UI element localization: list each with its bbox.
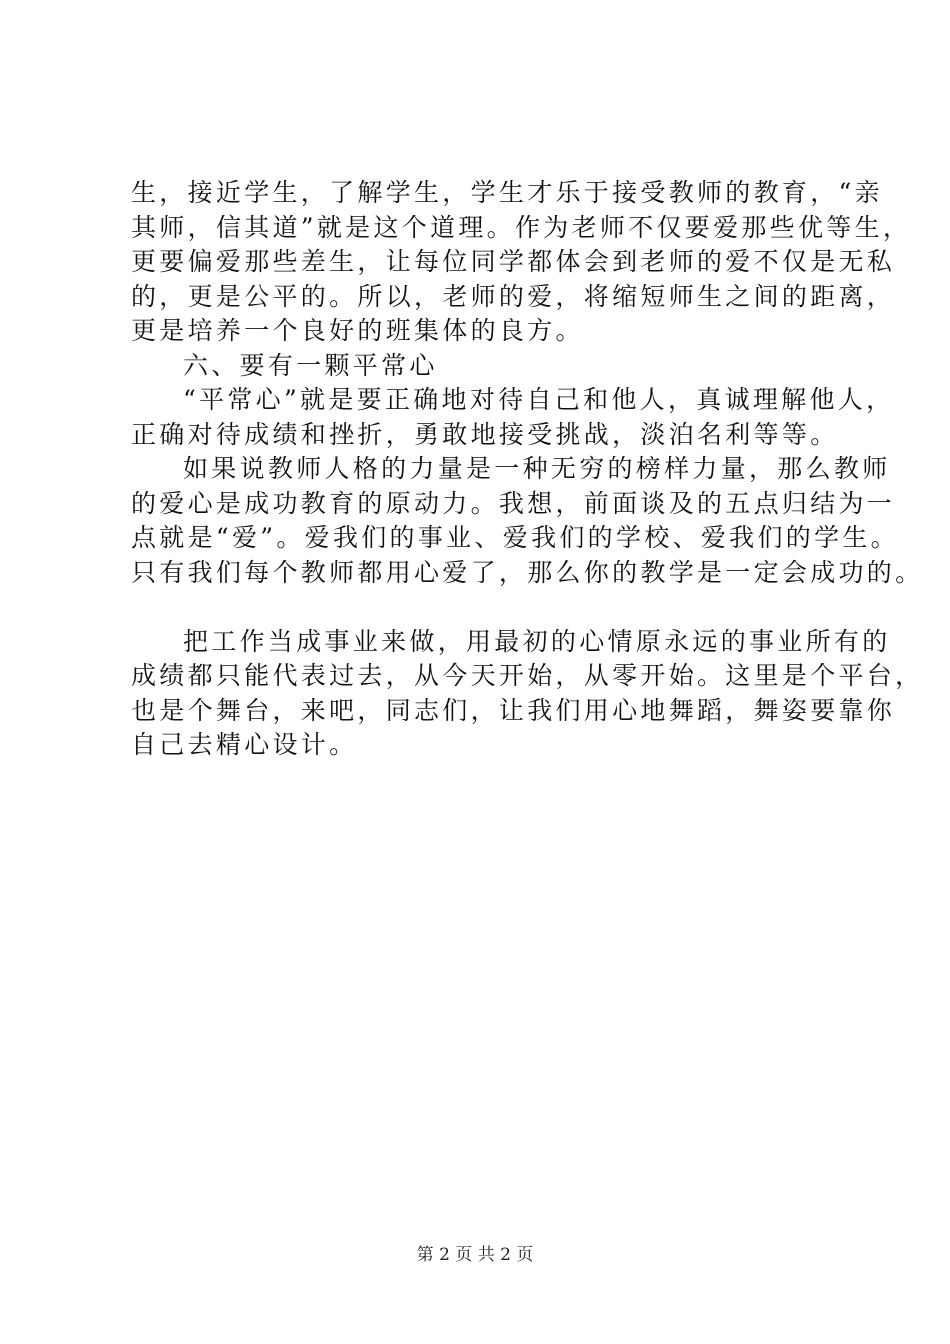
text-line: 成绩都只能代表过去，从今天开始，从零开始。这里是个平台，: [131, 661, 924, 690]
text-line: 只有我们每个教师都用心爱了，那么你的教学是一定会成功的。: [131, 557, 924, 587]
document-body: [131, 176, 924, 763]
text-line: 生，接近学生，了解学生，学生才乐于接受教师的教育，“亲: [131, 178, 883, 207]
paragraph-teacher-love: [131, 452, 924, 590]
paragraph-ordinary-mind: [131, 383, 895, 452]
page-number-footer: 第 2 页 共 2 页: [416, 1245, 534, 1265]
paragraph-continuation: [131, 176, 912, 349]
text-line: 的爱心是成功教育的原动力。我想，前面谈及的五点归结为一: [131, 488, 896, 518]
paragraph-closing: [131, 625, 924, 763]
text-line: 更要偏爱那些差生，让每位同学都体会到老师的爱不仅是无私: [131, 247, 896, 276]
text-line: 点就是“爱”。爱我们的事业、爱我们的学校、爱我们的学生。: [131, 523, 899, 552]
text-line: 如果说教师人格的力量是一种无穷的榜样力量，那么教师: [183, 454, 891, 483]
paragraph-spacer: [131, 590, 871, 625]
section-heading: [131, 349, 871, 384]
text-line: 把工作当成事业来做，用最初的心情原永远的事业所有的: [183, 626, 891, 656]
text-line: 正确对待成绩和挫折，勇敢地接受挑战，淡泊名利等等。: [131, 419, 839, 449]
text-line: 其师，信其道”就是这个道理。作为老师不仅要爱那些优等生，: [131, 212, 912, 242]
text-line: 自己去精心设计。: [131, 730, 358, 759]
text-line: 更是培养一个良好的班集体的良方。: [131, 316, 584, 345]
text-line: 也是个舞台，来吧，同志们，让我们用心地舞蹈，舞姿要靠你: [131, 695, 896, 725]
text-line: 的，更是公平的。所以，老师的爱，将缩短师生之间的距离，: [131, 281, 896, 311]
heading-line: 六、要有一颗平常心: [183, 350, 438, 380]
text-line: “平常心”就是要正确地对待自己和他人，真诚理解他人，: [183, 385, 895, 414]
